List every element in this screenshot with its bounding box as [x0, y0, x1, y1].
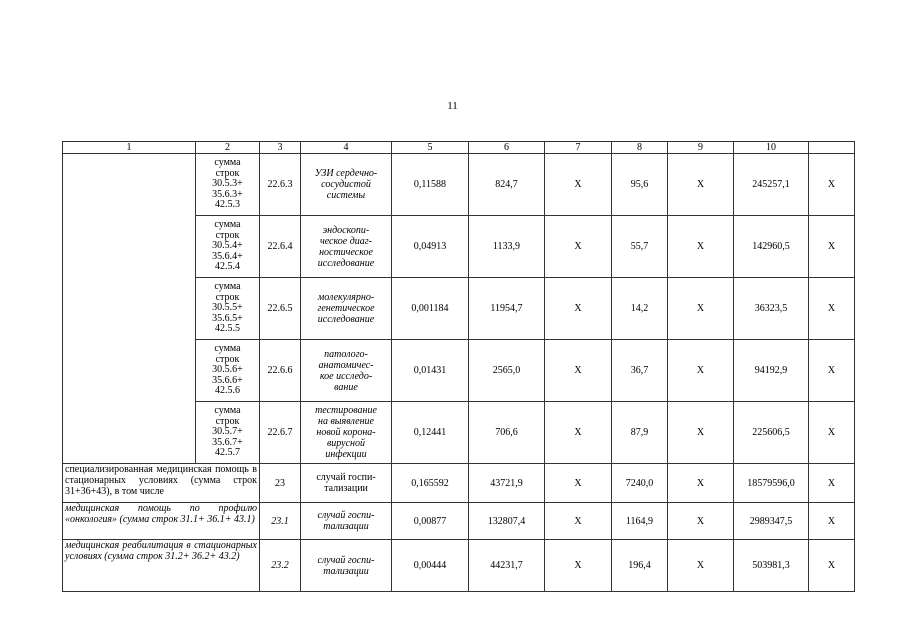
cell-row-code: 23.1 — [260, 503, 301, 540]
cell-row-code: 23 — [260, 464, 301, 503]
cell-total: 225606,5 — [734, 402, 809, 464]
header-cell: 5 — [392, 142, 469, 154]
cell-x: Х — [668, 540, 734, 592]
cell-cost: 11954,7 — [469, 278, 545, 340]
cell-cost: 1133,9 — [469, 216, 545, 278]
cell-x: Х — [668, 278, 734, 340]
header-cell: 3 — [260, 142, 301, 154]
cell-x: Х — [545, 216, 612, 278]
cell-row-code: 23.2 — [260, 540, 301, 592]
cell-sum-rows: сумма строк 30.5.5+ 35.6.5+ 42.5.5 — [196, 278, 260, 340]
header-row — [63, 142, 855, 154]
cell-service-name: патолого- анатомичес- кое исследо- вание — [301, 340, 392, 402]
table-row — [63, 540, 855, 592]
cell-unit: случай госпи- тализации — [301, 503, 392, 540]
cell-description: специализированная медицинская помощь в стационарных условиях (сумма строк 31+36+43), в том числе — [63, 464, 260, 503]
cell-cost: 706,6 — [469, 402, 545, 464]
data-table — [62, 141, 855, 592]
cell-volume: 0,001184 — [392, 278, 469, 340]
cell-value: 95,6 — [612, 154, 668, 216]
cell-row-code: 22.6.6 — [260, 340, 301, 402]
cell-total: 94192,9 — [734, 340, 809, 402]
cell-x: Х — [809, 540, 855, 592]
cell-volume: 0,04913 — [392, 216, 469, 278]
cell-x: Х — [668, 464, 734, 503]
header-cell: 8 — [612, 142, 668, 154]
cell-x: Х — [809, 402, 855, 464]
cell-volume: 0,00444 — [392, 540, 469, 592]
cell-x: Х — [809, 278, 855, 340]
cell-value: 14,2 — [612, 278, 668, 340]
cell-x: Х — [668, 340, 734, 402]
cell-sum-rows: сумма строк 30.5.6+ 35.6.6+ 42.5.6 — [196, 340, 260, 402]
cell-volume: 0,12441 — [392, 402, 469, 464]
cell-x: Х — [809, 503, 855, 540]
header-cell: 6 — [469, 142, 545, 154]
cell-row-code: 22.6.5 — [260, 278, 301, 340]
header-cell: 1 — [63, 142, 196, 154]
header-cell: 9 — [668, 142, 734, 154]
page-number: 11 — [447, 100, 458, 112]
cell-volume: 0,165592 — [392, 464, 469, 503]
header-cell — [809, 142, 855, 154]
cell-row-code: 22.6.4 — [260, 216, 301, 278]
cell-x: Х — [545, 402, 612, 464]
cell-cost: 43721,9 — [469, 464, 545, 503]
cell-total: 18579596,0 — [734, 464, 809, 503]
header-cell: 7 — [545, 142, 612, 154]
cell-value: 36,7 — [612, 340, 668, 402]
cell-service-name: УЗИ сердечно- сосудистой системы — [301, 154, 392, 216]
table-row — [63, 464, 855, 503]
cell-x: Х — [668, 402, 734, 464]
cell-total: 2989347,5 — [734, 503, 809, 540]
cell-x: Х — [545, 503, 612, 540]
cell-total: 245257,1 — [734, 154, 809, 216]
header-cell: 4 — [301, 142, 392, 154]
cell-cost: 44231,7 — [469, 540, 545, 592]
cell-service-name: эндоскопи- ческое диаг- ностическое исследование — [301, 216, 392, 278]
cell-x: Х — [545, 278, 612, 340]
cell-cost: 824,7 — [469, 154, 545, 216]
cell-description: медицинская помощь по профилю «онкология» (сумма строк 31.1+ 36.1+ 43.1) — [63, 503, 260, 540]
cell-total: 503981,3 — [734, 540, 809, 592]
cell-row-code: 22.6.3 — [260, 154, 301, 216]
cell-volume: 0,00877 — [392, 503, 469, 540]
cell-volume: 0,11588 — [392, 154, 469, 216]
cell-sum-rows: сумма строк 30.5.3+ 35.6.3+ 42.5.3 — [196, 154, 260, 216]
cell-volume: 0,01431 — [392, 340, 469, 402]
cell-row-code: 22.6.7 — [260, 402, 301, 464]
cell-cost: 2565,0 — [469, 340, 545, 402]
cell-value: 55,7 — [612, 216, 668, 278]
cell-total: 36323,5 — [734, 278, 809, 340]
cell-x: Х — [809, 464, 855, 503]
cell-total: 142960,5 — [734, 216, 809, 278]
cell-x: Х — [668, 503, 734, 540]
header-cell: 10 — [734, 142, 809, 154]
cell-unit: случай госпи- тализации — [301, 540, 392, 592]
cell-sum-rows: сумма строк 30.5.7+ 35.6.7+ 42.5.7 — [196, 402, 260, 464]
cell-service-name: тестирование на выявление новой корона- вирусной инфекции — [301, 402, 392, 464]
cell-x: Х — [809, 154, 855, 216]
cell-service-name: молекулярно- генетическое исследование — [301, 278, 392, 340]
cell-cost: 132807,4 — [469, 503, 545, 540]
cell-value: 7240,0 — [612, 464, 668, 503]
cell-x: Х — [545, 540, 612, 592]
cell-x: Х — [809, 340, 855, 402]
cell-description: медицинская реабилитация в стационарных условиях (сумма строк 31.2+ 36.2+ 43.2) — [63, 540, 260, 592]
cell-x: Х — [668, 154, 734, 216]
table-row — [63, 154, 855, 216]
cell-unit: случай госпи- тализации — [301, 464, 392, 503]
cell-x: Х — [668, 216, 734, 278]
empty-cell — [63, 154, 196, 464]
cell-value: 1164,9 — [612, 503, 668, 540]
cell-sum-rows: сумма строк 30.5.4+ 35.6.4+ 42.5.4 — [196, 216, 260, 278]
header-cell: 2 — [196, 142, 260, 154]
cell-x: Х — [545, 154, 612, 216]
cell-x: Х — [545, 464, 612, 503]
cell-value: 87,9 — [612, 402, 668, 464]
cell-value: 196,4 — [612, 540, 668, 592]
cell-x: Х — [545, 340, 612, 402]
cell-x: Х — [809, 216, 855, 278]
table-row — [63, 503, 855, 540]
